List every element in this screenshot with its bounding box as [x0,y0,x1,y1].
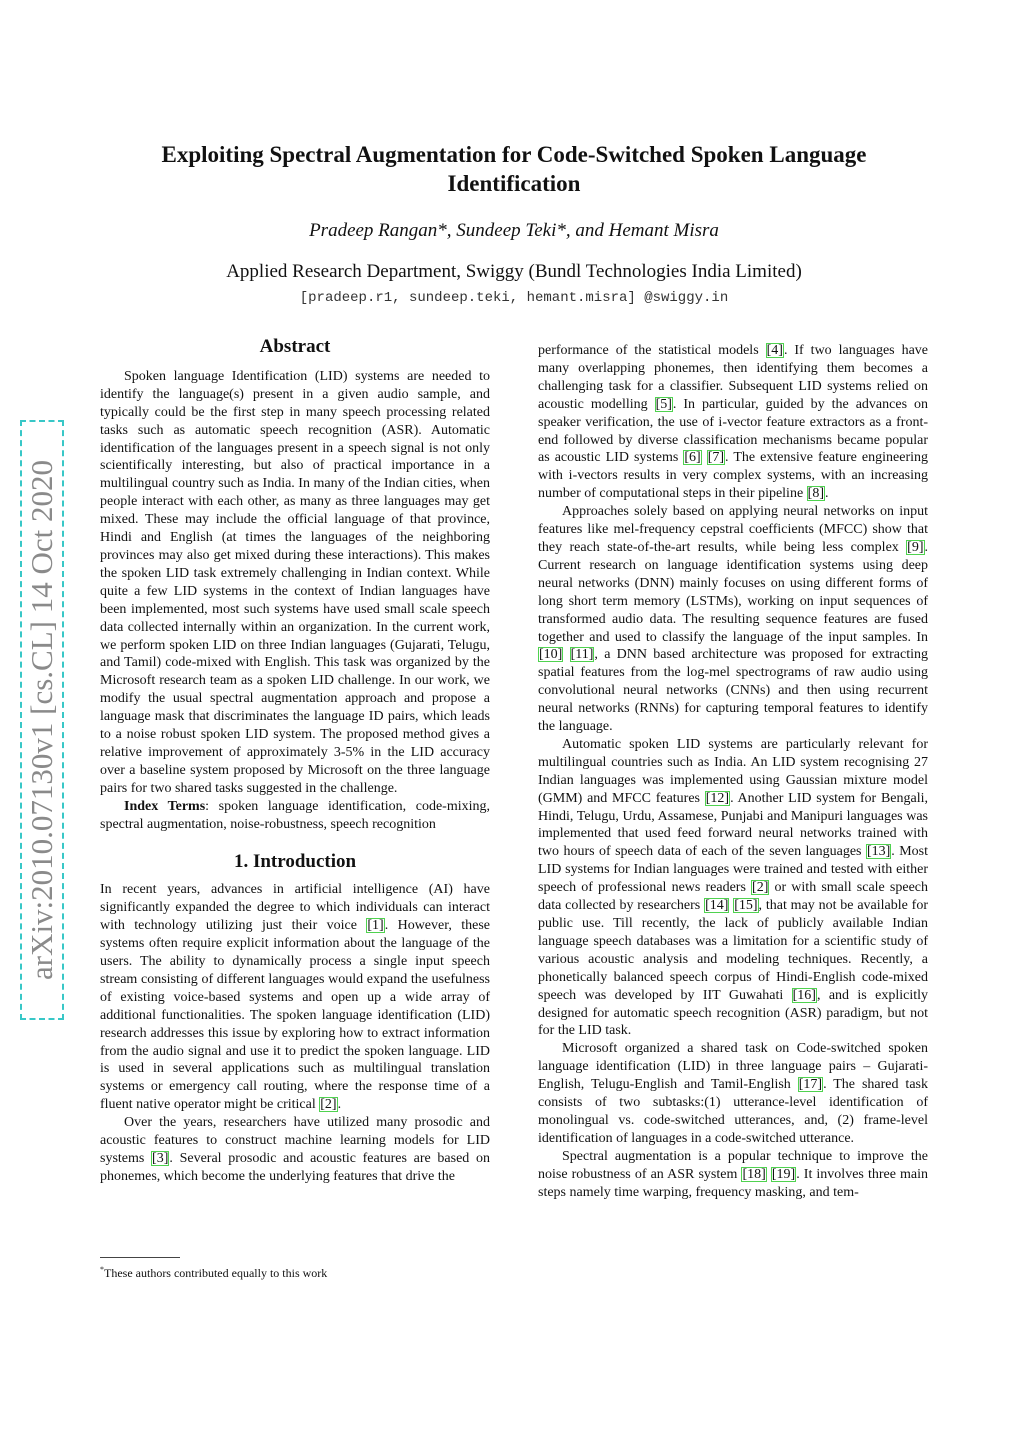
right-paragraph-2: Approaches solely based on applying neural networks on input features like mel-frequency cepstral coefficients (MFCC) show that they reach state-of-the-art results, while being less complex [9]. Current research on language identification systems using deep neural networks (DNN) mainly focuses on using different forms of long short term memory (LSTMs), working on input sequences of transformed audio data. The resulting sequence features are fused together and used to classify the language of the input samples. In [10] [11], a DNN based architecture was proposed for extracting spatial features from the log-mel spectrograms of raw audio using convolutional neural networks (CNNs) and then using recurrent neural networks (RNNs) for capturing temporal features to identify the language. [538,504,928,735]
index-terms-text: : spoken language identification, code-mixing, spectral augmentation, noise-robustness, speech recognition [100,798,491,832]
intro-paragraph-2: Over the years, researchers have utilized many prosodic and acoustic features to construct machine learning models for LID systems [3]. Several prosodic and acoustic features are based on phonemes, which become the underlying features that drive the [100,1115,491,1184]
citation-link[interactable]: [15] [734,898,758,914]
arxiv-identifier[interactable]: arXiv:2010.07130v1 [cs.CL] 14 Oct 2020 [20,420,64,1020]
citation-link[interactable]: [13] [866,844,891,860]
citation-link[interactable]: [5] [655,396,672,412]
right-paragraph-1: performance of the statistical models [4]. If two languages have many overlapping phonemes, then identifying them becomes a challenging task for a classifier. Subsequent LID systems relied on acoustic modelling [5]. In particular, guided by the advances on speaker verification, the use of i-vector feature extractors as a front-end followed by diverse classification mechanisms became popular as acoustic LID systems [6] [7]. The extensive feature engineering with i-vectors results in very complex systems, with an increasing number of computational steps in their pipeline [8]. [538,343,929,502]
arxiv-stamp [20,420,64,1020]
right-paragraph-5: Spectral augmentation is a popular technique to improve the noise robustness of an ASR system [18] [19]. It involves three main steps namely time warping, frequency masking, and tem- [538,1148,929,1200]
citation-link[interactable]: [6] [684,450,701,466]
citation-link[interactable]: [4] [766,343,783,358]
citation-link[interactable]: [8] [807,486,824,502]
citation-link[interactable]: [16] [792,987,816,1003]
citation-link[interactable]: [17] [798,1077,823,1093]
citation-link[interactable]: [2] [752,880,769,896]
citation-link[interactable]: [3] [152,1150,169,1166]
citation-link[interactable]: [2] [320,1097,337,1113]
right-paragraph-4: Microsoft organized a shared task on Code-switched spoken language identification (LID) in three language pairs – Gujarati-English, Telugu-English and Tamil-English [17]. The shared task consists of two subtasks:(1) utterance-level identification of monolingual vs. code-switched utterances, and, (2) frame-level identification of languages in a code-switched utterance. [538,1041,928,1146]
citation-link[interactable]: [1] [367,918,384,934]
intro-heading: 1. Introduction [233,851,357,873]
author-emails: [pradeep.r1, sundeep.teki, hemant.misra] @swiggy.in [299,290,729,306]
affiliation: Applied Research Department, Swiggy (Bundl Technologies India Limited) [226,261,802,282]
citation-link[interactable]: [14] [705,898,729,914]
citation-link[interactable]: [19] [771,1166,796,1182]
title-line-2: Identification [447,171,581,196]
right-column [538,342,928,1202]
citation-link[interactable]: [9] [907,539,924,555]
paper-title [100,140,928,198]
right-paragraph-3: Automatic spoken LID systems are particularly relevant for multilingual countries such as India. An LID system recognising 27 Indian languages was implemented using Gaussian mixture model (GMM) and MFCC features [12]. Another LID system for Bengali, Hindi, Telugu, Urdu, Assamese, Punjabi and Manipuri languages was implemented that used feed forward neural networks trained with two hours of speech data of each of the seven languages [13]. Most LID systems for Indian languages were trained and tested with either speech of professional news readers [2] or with small scale speech data collected by researchers [14] [15], that may not be available for public use. Till recently, the lack of publicly available Indian language speech databases was a limitation for a scientific study of various acoustic analysis and modeling techniques. Recently, a phonetically balanced speech corpus of Hindi-English code-mixed speech was developed by IIT Guwahati [16], and is explicitly designed for automatic speech recognition (ASR) paradigm, but not for the LID task. [538,736,928,1039]
citation-link[interactable]: [12] [705,790,730,806]
footnote-text: These authors contributed equally to this work [104,1266,328,1280]
citation-link[interactable]: [11] [570,647,594,663]
intro-paragraph-1: In recent years, advances in artificial intelligence (AI) have significantly expanded the degree to which individuals can interact with technology utilizing just their voice [1]. However, these systems often require explicit information about the language of the users. The ability to dynamically process a single input speech stream consisting of different languages would expand the usefulness of existing voice-based systems and open up a wide array of additional functionalities. The spoken language identification (LID) research addresses this issue by exploring how to extract information from the audio signal and use it to predict the spoken language. LID is used in several applications such as multilingual translation systems or emergency call routing, where the response time of a fluent native operator might be critical [2]. [100,882,490,1113]
author-list: Pradeep Rangan*, Sundeep Teki*, and Hemant Misra [309,220,719,241]
index-terms-label: Index Terms [124,798,206,814]
left-column [100,338,490,1186]
citation-link[interactable]: [18] [742,1166,766,1182]
citation-link[interactable]: [10] [539,647,563,663]
abstract-heading: Abstract [259,336,331,357]
footnote-mark: * [100,1265,104,1274]
title-line-1: Exploiting Spectral Augmentation for Code-Switched Spoken Language [161,142,867,167]
index-terms [100,798,490,834]
footnote-divider [100,1257,180,1258]
footnote [100,1262,490,1281]
abstract-text: Spoken language Identification (LID) systems are needed to identify the language(s) present in a given audio sample, and typically could be the first step in many speech processing related tasks such as automatic speech recognition (ASR). Automatic identification of the languages present in a speech signal is not only scientifically interesting, but also of practical importance in a multilingual country such as India. In many of the Indian cities, when people interact with each other, as many as three languages may get mixed. These may include the official language of that province, Hindi and English (at times the languages of the neighboring provinces may also get mixed during these interactions). This makes the spoken LID task extremely challenging in Indian context. While quite a few LID systems in the context of Indian languages have been implemented, most such systems have used small scale speech data collected internally within an organization. In the current work, we perform spoken LID on three Indian languages (Gujarati, Telugu, and Tamil) code-mixed with English. This task was organized by the Microsoft research team as a spoken LID challenge. In our work, we modify the usual spectral augmentation approach and propose a language mask that discriminates the language ID pairs, which leads to a noise robust spoken LID system. The proposed method gives a relative improvement of approximately 3-5% in the LID accuracy over a baseline system proposed by Microsoft on the three language pairs for two shared tasks suggested in the challenge. [100,368,490,796]
citation-link[interactable]: [7] [707,450,725,466]
